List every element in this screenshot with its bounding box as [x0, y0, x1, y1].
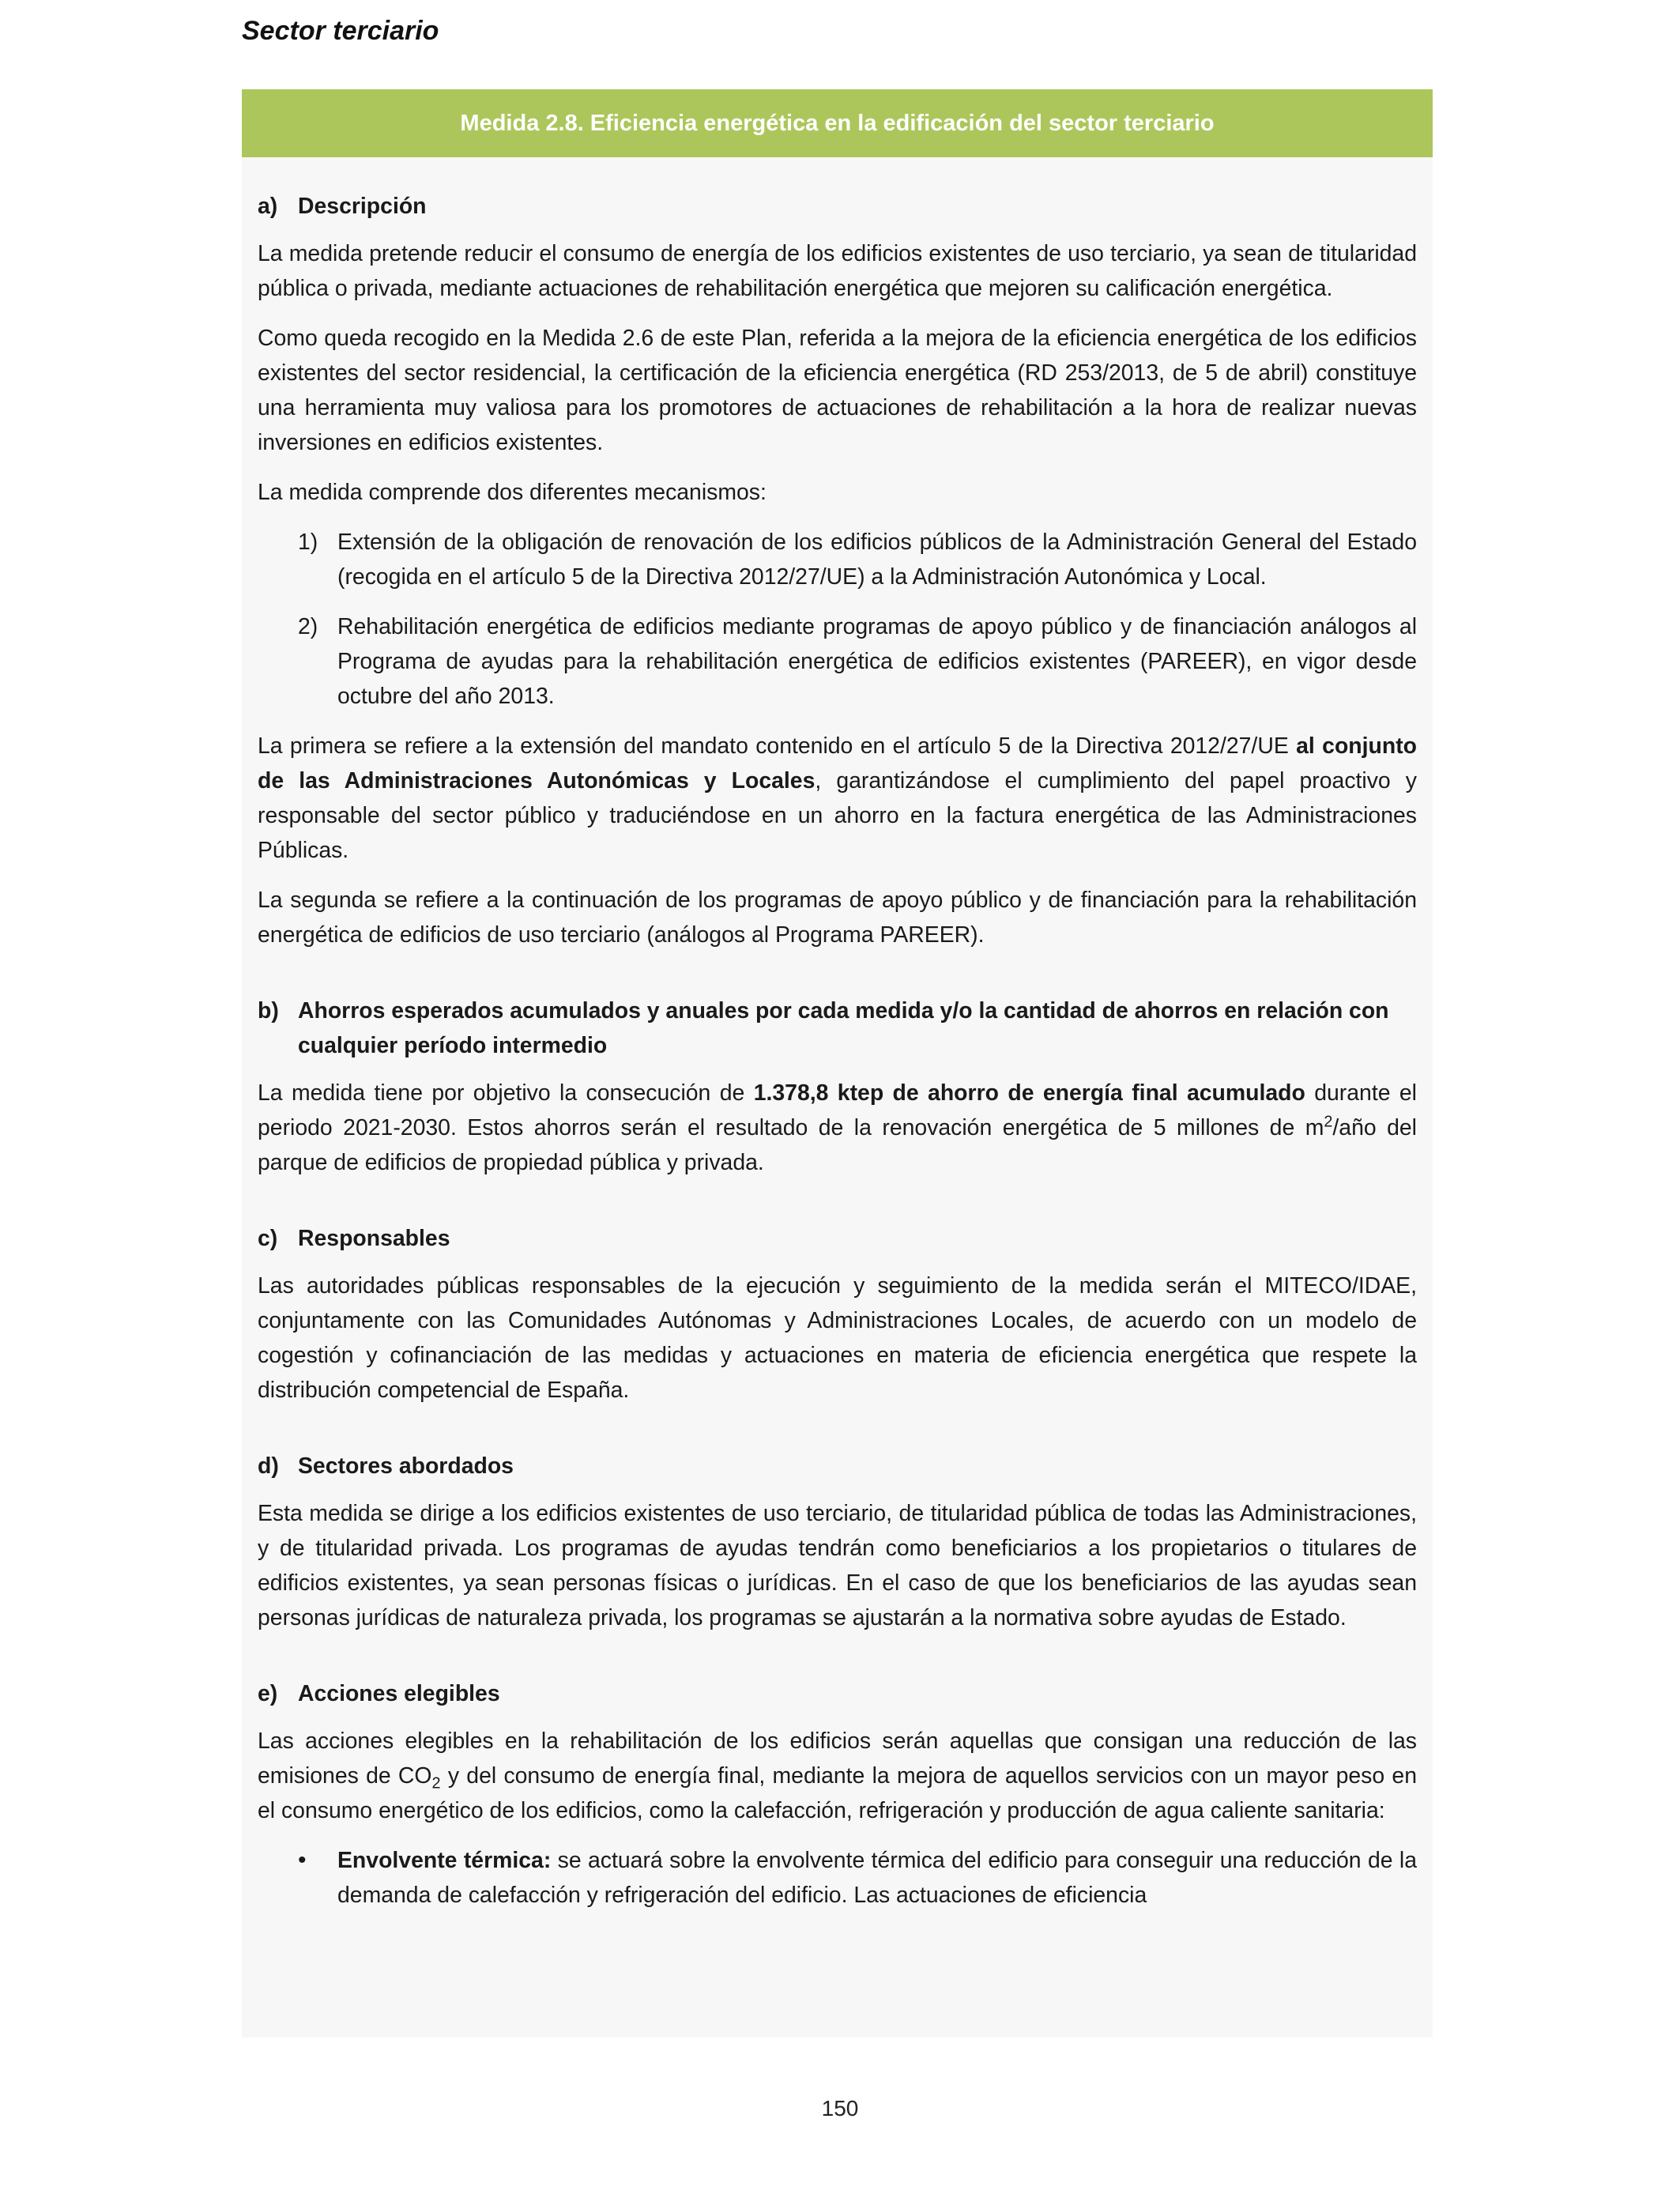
text-run: Las acciones elegibles en la rehabilitación de los edificios serán aquellas que consigan una reducción de las emisiones de CO: [258, 1728, 1417, 1789]
section-b-heading: [258, 993, 1417, 1063]
section-title: Ahorros esperados acumulados y anuales por cada medida y/o la cantidad de ahorros en relación con cualquier período intermedio: [298, 998, 1389, 1058]
banner-title: Medida 2.8. Eficiencia energética en la edificación del sector terciario: [460, 110, 1215, 136]
section-title: Sectores abordados: [298, 1453, 514, 1479]
list-item: [258, 525, 1417, 594]
bold-run: 1.378,8 ktep de ahorro de energía final acumulado: [753, 1080, 1305, 1106]
section-letter: e): [258, 1681, 278, 1706]
list-text: Extensión de la obligación de renovación de los edificios públicos de la Administración General del Estado (recogida en el artículo 5 de la Directiva 2012/27/UE) a la Administración Autonómica y Local.: [337, 530, 1417, 590]
paragraph: Las autoridades públicas responsables de la ejecución y seguimiento de la medida serán el MITECO/IDAE, conjuntamente con las Comunidades Autónomas y Administraciones Locales, de acuerdo con un modelo de cogestión y cofinanciación de las medidas y actuaciones en materia de eficiencia energética que respete la distribución competencial de España.: [258, 1273, 1417, 1403]
section-letter: b): [258, 998, 279, 1023]
section-letter: d): [258, 1453, 279, 1479]
section-c-heading: [258, 1221, 1417, 1256]
bullet-item: [258, 1843, 1417, 1913]
paragraph: Como queda recogido en la Medida 2.6 de este Plan, referida a la mejora de la eficiencia energética de los edificios existentes del sector residencial, la certificación de la eficiencia energética (RD 253/2013, de 5 de abril) constituye una herramienta muy valiosa para los promotores de actuaciones de rehabilitación a la hora de realizar nuevas inversiones en edificios existentes.: [258, 326, 1417, 455]
paragraph: [258, 1724, 1417, 1828]
bullet-icon: •: [298, 1847, 307, 1873]
text-run: durante el periodo 2021-2030. Estos ahorros serán el resultado de la renovación energética de 5 millones de m: [258, 1080, 1417, 1140]
list-text: Rehabilitación energética de edificios mediante programas de apoyo público y de financiación análogos al Programa de ayudas para la rehabilitación energética de edificios existentes (PAREER), en vigor desde octubre del año 2013.: [337, 614, 1417, 709]
text-run: se actuará sobre la envolvente térmica del edificio para conseguir una reducción de la demanda de calefacción y refrigeración del edificio. Las actuaciones de eficiencia: [337, 1848, 1417, 1908]
list-marker: 1): [298, 530, 318, 555]
text-run: /año del parque de edificios de propiedad pública y privada.: [258, 1115, 1417, 1175]
measure-content: [242, 157, 1433, 1913]
paragraph: Esta medida se dirige a los edificios existentes de uso terciario, de titularidad pública de todas las Administraciones, y de titularidad privada. Los programas de ayudas tendrán como beneficiarios a los propietarios o titulares de edificios existentes, ya sean personas físicas o jurídicas. En el caso de que los beneficiarios de las ayudas sean personas jurídicas de naturaleza privada, los programas se ajustarán a la normativa sobre ayudas de Estado.: [258, 1501, 1417, 1630]
bold-run: Envolvente térmica:: [337, 1848, 552, 1873]
text-run: y del consumo de energía final, mediante la mejora de aquellos servicios con un mayor peso en el consumo energético de los edificios, como la calefacción, refrigeración y producción de agua caliente sanitaria:: [258, 1763, 1417, 1823]
bullet-text: [337, 1843, 1417, 1913]
superscript: 2: [1324, 1113, 1333, 1131]
text-run: , garantizándose el cumplimiento del papel proactivo y responsable del sector público y traduciéndose en un ahorro en la factura energética de las Administraciones Públicas.: [258, 768, 1417, 863]
list-marker: 2): [298, 614, 318, 639]
section-a-heading: [258, 189, 1417, 224]
paragraph: La segunda se refiere a la continuación de los programas de apoyo público y de financiación para la rehabilitación energética de edificios de uso terciario (análogos al Programa PAREER).: [258, 888, 1417, 948]
measure-banner: [242, 89, 1433, 157]
text-run: La medida tiene por objetivo la consecución de: [258, 1080, 754, 1106]
section-title: Acciones elegibles: [298, 1681, 500, 1706]
paragraph: La medida pretende reducir el consumo de energía de los edificios existentes de uso terciario, ya sean de titularidad pública o privada, mediante actuaciones de rehabilitación energética que mejoren su calificación energética.: [258, 241, 1417, 301]
section-letter: a): [258, 194, 278, 219]
section-title: Descripción: [298, 194, 427, 219]
section-e-heading: [258, 1676, 1417, 1711]
measure-box: [242, 89, 1433, 2038]
bold-run: al conjunto de las Administraciones Autonómicas y Locales: [258, 733, 1417, 794]
section-letter: c): [258, 1226, 278, 1251]
page-number: 150: [821, 2096, 859, 2120]
section-d-heading: [258, 1449, 1417, 1483]
section-title: Responsables: [298, 1226, 450, 1251]
list-item: [258, 609, 1417, 714]
text-run: La primera se refiere a la extensión del mandato contenido en el artículo 5 de la Directiva 2012/27/UE: [258, 733, 1297, 759]
paragraph: [258, 729, 1417, 868]
running-header: Sector terciario: [242, 16, 439, 46]
paragraph: [258, 1076, 1417, 1180]
paragraph: La medida comprende dos diferentes mecanismos:: [258, 480, 767, 505]
subscript: 2: [431, 1774, 441, 1793]
